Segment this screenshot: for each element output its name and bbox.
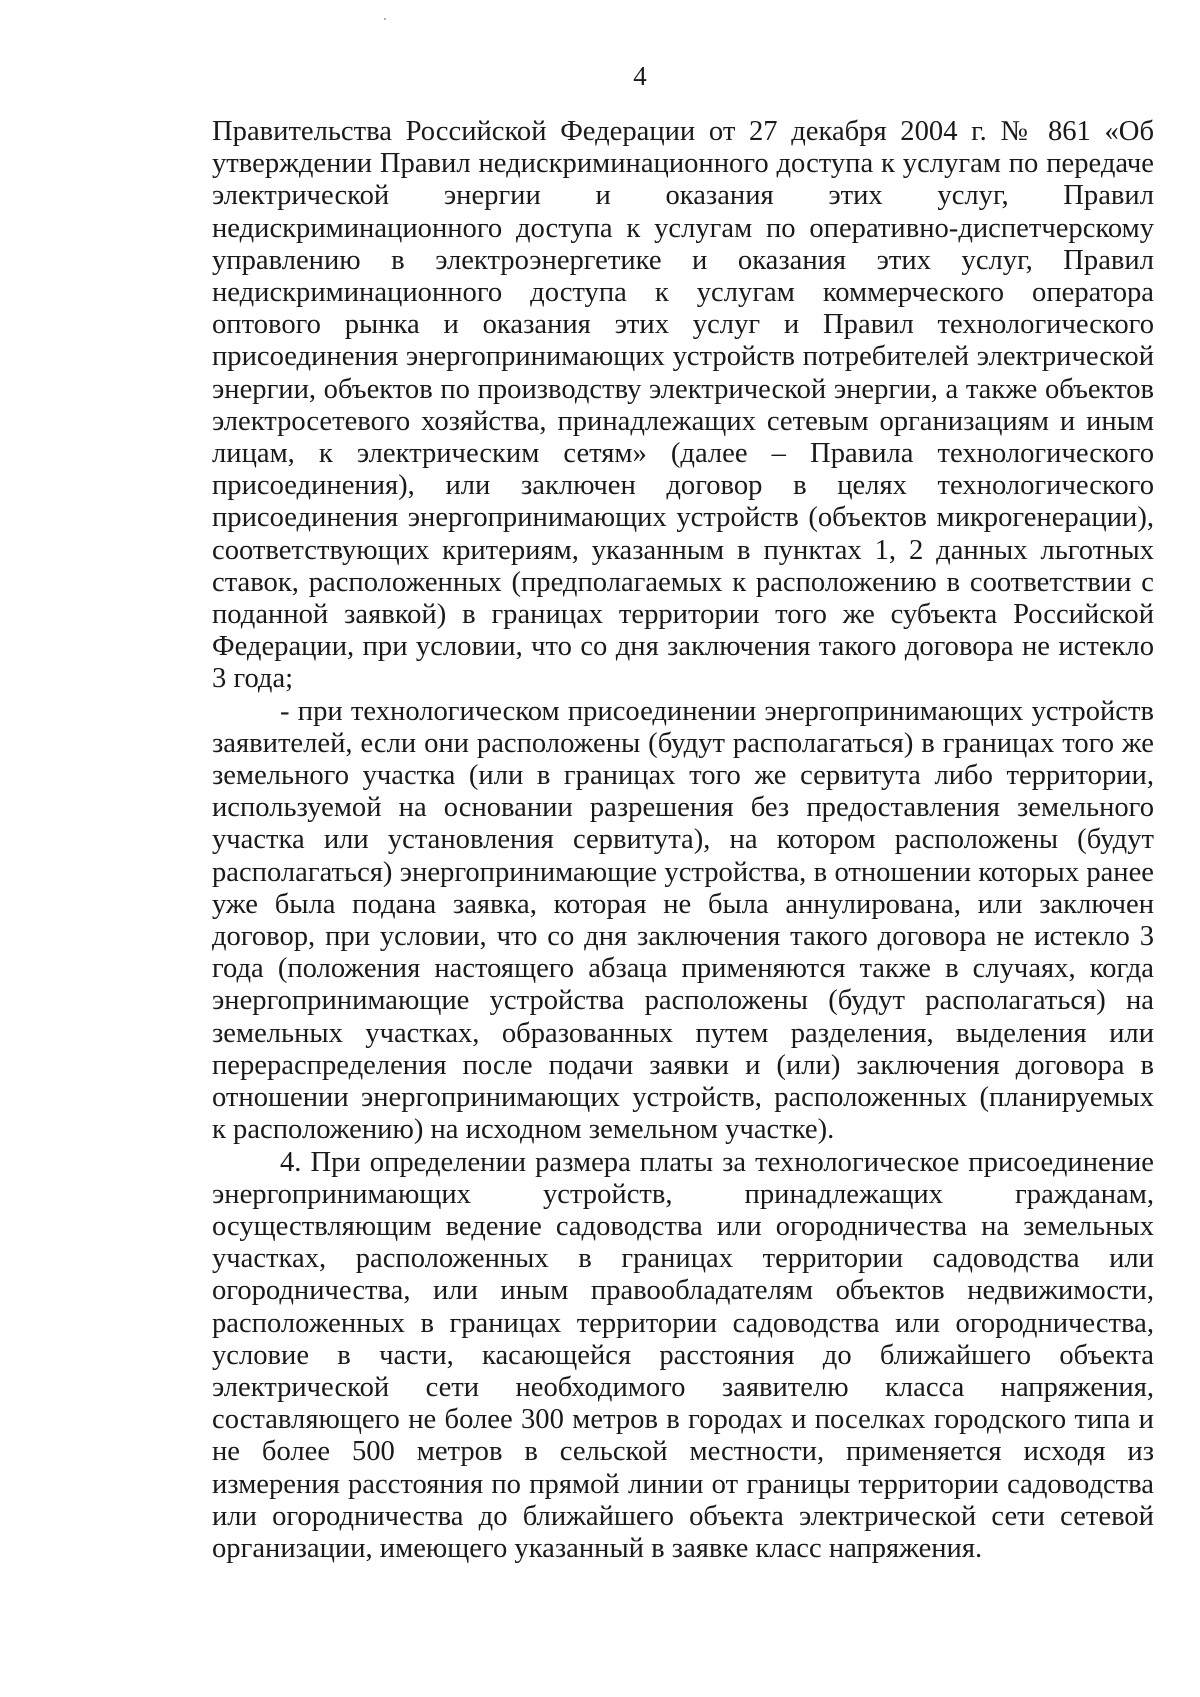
paragraph-bullet-land-plot: - при технологическом присоединении энергопринимающих устройств заявителей, если они расположены (будут располагаться) в границах того же земельного участка (или в границах того же сервитута либо территории, используемой на основании разрешения без предоставления земельного участка или установления сервитута), на котором расположены (будут располагаться) энергопринимающие устройства, в отношении которых ранее уже была подана заявка, которая не была аннулирована, или заключен договор, при условии, что со дня заключения такого договора не истекло 3 года (положения настоящего абзаца применяются также в случаях, когда энергопринимающие устройства расположены (будут располагаться) на земельных участках, образованных путем разделения, выделения или перераспределения после подачи заявки и (или) заключения договора в отношении энергопринимающих устройств, расположенных (планируемых к расположению) на исходном земельном участке). xyxy=(212,695,1154,1146)
scan-artifact-dot xyxy=(384,18,386,20)
paragraph-item-4: 4. При определении размера платы за технологическое присоединение энергопринимающих устройств, принадлежащих гражданам, осуществляющим ведение садоводства или огородничества на земельных участках, расположенных в границах территории садоводства или огородничества, или иным правообладателям объектов недвижимости, расположенных в границах территории садоводства или огородничества, условие в части, касающейся расстояния до ближайшего объекта электрической сети необходимого заявителю класса напряжения, составляющего не более 300 метров в городах и поселках городского типа и не более 500 метров в сельской местности, применяется исходя из измерения расстояния по прямой линии от границы территории садоводства или огородничества до ближайшего объекта электрической сети сетевой организации, имеющего указанный в заявке класс напряжения. xyxy=(212,1146,1154,1564)
document-body xyxy=(212,116,1154,1565)
page-number: 4 xyxy=(633,61,647,91)
paragraph-continuation: Правительства Российской Федерации от 27 декабря 2004 г. № 861 «Об утверждении Правил недискриминационного доступа к услугам по передаче электрической энергии и оказания этих услуг, Правил недискриминационного доступа к услугам по оперативно-диспетчерскому управлению в электроэнергетике и оказания этих услуг, Правил недискриминационного доступа к услугам коммерческого оператора оптового рынка и оказания этих услуг и Правил технологического присоединения энергопринимающих устройств потребителей электрической энергии, объектов по производству электрической энергии, а также объектов электросетевого хозяйства, принадлежащих сетевым организациям и иным лицам, к электрическим сетям» (далее – Правила технологического присоединения), или заключен договор в целях технологического присоединения энергопринимающих устройств (объектов микрогенерации), соответствующих критериям, указанным в пунктах 1, 2 данных льготных ставок, расположенных (предполагаемых к расположению в соответствии с поданной заявкой) в границах территории того же субъекта Российской Федерации, при условии, что со дня заключения такого договора не истекло 3 года; xyxy=(212,116,1154,695)
